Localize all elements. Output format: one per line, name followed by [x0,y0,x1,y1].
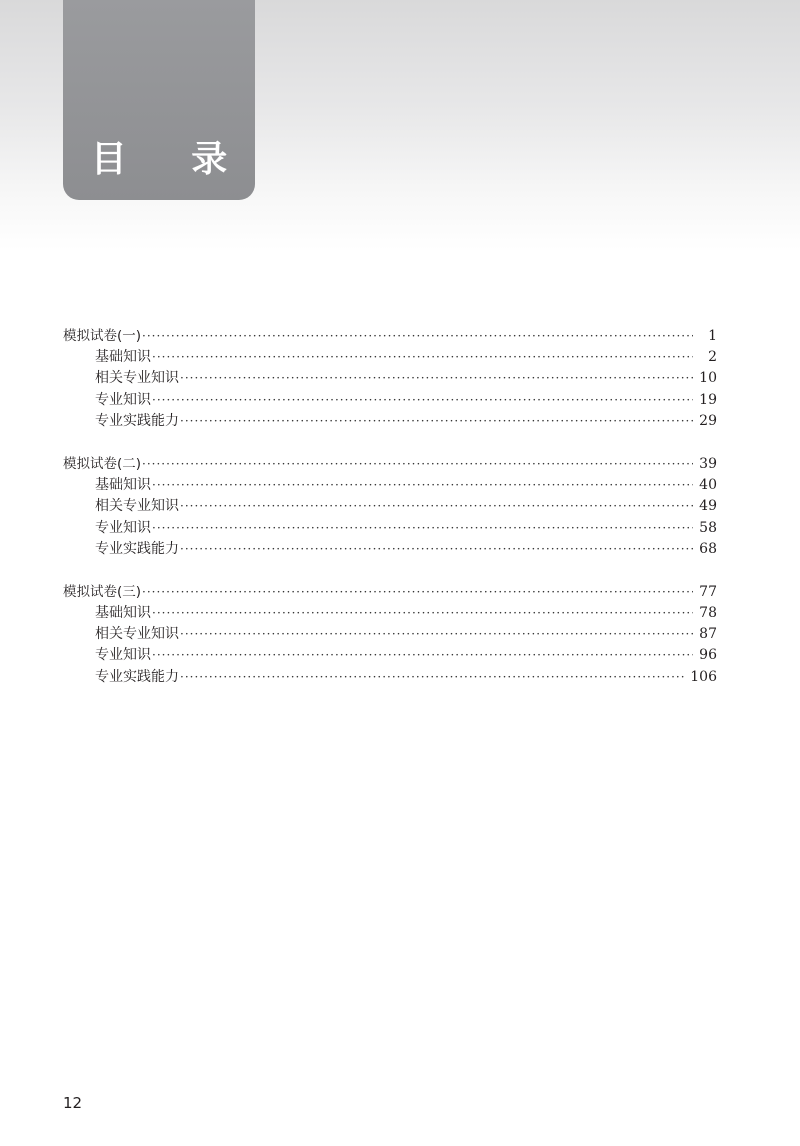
toc-entry-title: 相关专业知识 [95,626,179,643]
toc-entry-sub[interactable] [63,624,717,645]
table-of-contents [63,326,717,710]
toc-entry-page: 87 [699,626,717,643]
dot-leader [180,496,693,517]
page-number: 12 [63,1094,83,1112]
toc-entry-title: 专业知识 [95,647,151,664]
toc-entry-page: 39 [699,455,717,472]
toc-entry-page: 58 [699,519,717,536]
toc-entry-title: 模拟试卷(三) [63,583,142,600]
toc-entry-page: 2 [708,349,717,366]
toc-group [63,454,717,560]
toc-entry-sub[interactable] [63,475,717,496]
dot-leader [142,454,693,475]
page-title: 目 录 [90,139,254,180]
dot-leader [180,624,693,645]
toc-entry-page: 68 [699,540,717,557]
toc-entry-title: 专业实践能力 [95,668,179,685]
toc-entry-title: 基础知识 [95,477,151,494]
toc-entry-sub[interactable] [63,347,717,368]
dot-leader [152,475,693,496]
toc-entry-page: 77 [699,583,717,600]
toc-entry-sub[interactable] [63,645,717,666]
toc-entry-title: 模拟试卷(二) [63,455,142,472]
toc-entry-page: 40 [699,477,717,494]
toc-entry-page: 29 [699,412,717,429]
dot-leader [180,667,686,688]
toc-entry-sub[interactable] [63,667,717,688]
toc-entry-title: 专业实践能力 [95,540,179,557]
toc-entry-page: 78 [699,605,717,622]
toc-entry-main[interactable] [63,582,717,603]
dot-leader [180,411,693,432]
toc-entry-sub[interactable] [63,368,717,389]
toc-entry-page: 96 [699,647,717,664]
toc-entry-sub[interactable] [63,539,717,560]
toc-entry-main[interactable] [63,326,717,347]
dot-leader [152,603,693,624]
toc-entry-title: 专业知识 [95,391,151,408]
toc-entry-sub[interactable] [63,411,717,432]
dot-leader [180,368,693,389]
dot-leader [142,326,693,347]
toc-entry-title: 专业实践能力 [95,412,179,429]
toc-entry-page: 49 [699,498,717,515]
toc-entry-title: 基础知识 [95,349,151,366]
toc-entry-sub[interactable] [63,518,717,539]
toc-entry-title: 基础知识 [95,605,151,622]
toc-entry-page: 19 [699,391,717,408]
dot-leader [152,390,693,411]
toc-entry-title: 模拟试卷(一) [63,328,142,344]
toc-entry-sub[interactable] [63,390,717,411]
toc-entry-sub[interactable] [63,603,717,624]
dot-leader [152,518,693,539]
toc-entry-main[interactable] [63,454,717,475]
toc-entry-title: 专业知识 [95,519,151,536]
toc-group [63,582,717,688]
dot-leader [152,645,693,666]
toc-entry-title: 相关专业知识 [95,370,179,387]
toc-entry-page: 10 [699,370,717,387]
dot-leader [142,582,693,603]
title-tab [63,0,255,200]
dot-leader [152,347,693,368]
toc-entry-page: 1 [708,328,717,344]
toc-group [63,326,717,432]
toc-entry-title: 相关专业知识 [95,498,179,515]
toc-entry-sub[interactable] [63,496,717,517]
toc-entry-page: 106 [690,668,717,685]
dot-leader [180,539,693,560]
